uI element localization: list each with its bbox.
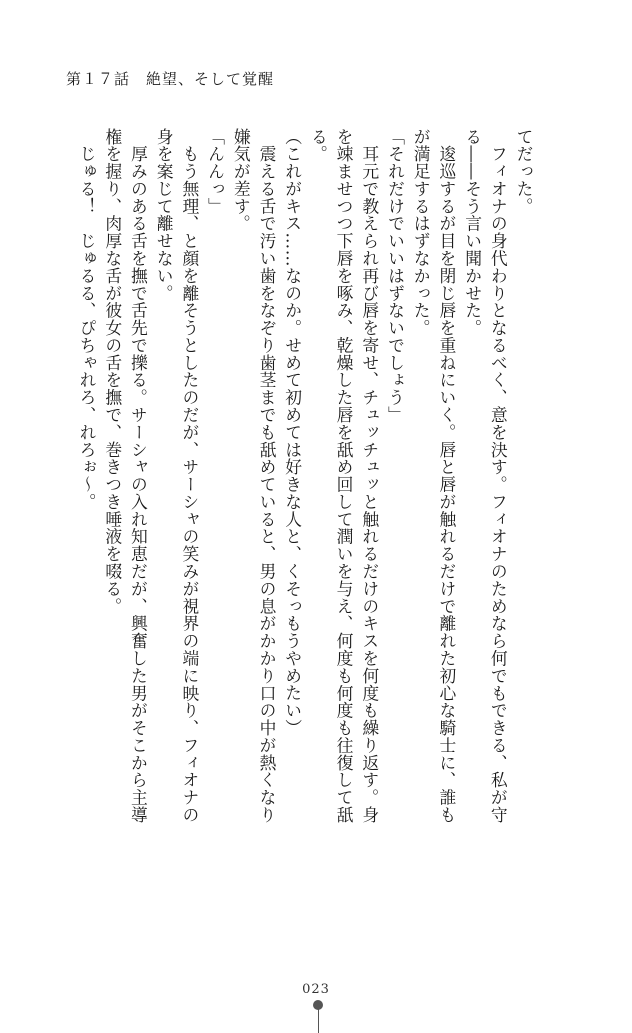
text-line: を竦ませつつ下唇を啄み、乾燥した唇を舐め回して潤いを与え、何度も何度も往復して舐 [334,128,355,824]
text-line: フィオナの身代わりとなるべく、意を決す。フィオナのためなら何でもできる、私が守 [488,128,509,824]
text-line: る――そう言い聞かせた。 [462,128,483,337]
text-line: 嫌気が差す。 [231,128,252,233]
text-line: 「それだけでいいはずないでしょう」 [385,128,406,424]
text-line: 逡巡するが目を閉じ唇を重ねにいく。唇と唇が触れるだけで離れた初心な騎士に、誰も [436,128,457,824]
text-line: 「んんっ」 [205,128,226,215]
chapter-title: 第１７話 絶望、そして覚醒 [66,70,275,88]
text-line: てだった。 [514,128,534,215]
text-line: 厚みのある舌を撫で舌先で擽る。サーシャの入れ知恵だが、興奮した男がそこから主導 [128,128,149,824]
text-line: 権を握り、肉厚な舌が彼女の舌を撫で、巻きつき唾液を啜る。 [102,128,123,615]
text-line: 身を案じて離せない。 [154,128,175,302]
page-number: 023 [302,982,330,997]
page-marker-ornament [313,1000,323,1033]
text-line: が満足するはずなかった。 [411,128,432,337]
text-line: 震える舌で汚い歯をなぞり歯茎までも舐めていると、男の息がかかり口の中が熱くなり [256,128,277,824]
text-line: もう無理、と顔を離そうとしたのだが、サーシャの笑みが視界の端に映り、フィオナの [179,128,200,824]
vertical-body-text [73,128,536,948]
text-line: （これがキス……なのか。せめて初めては好きな人と、くそっもうやめたい） [282,128,303,737]
text-line: る。 [308,128,329,163]
page-marker-line [318,1009,319,1033]
text-line: 耳元で教えられ再び唇を寄せ、チュッチュッと触れるだけのキスを何度も繰り返す。身 [359,128,380,824]
text-line: じゅる！ じゅるる、ぴちゃれろ、れろぉ～。 [77,128,98,511]
